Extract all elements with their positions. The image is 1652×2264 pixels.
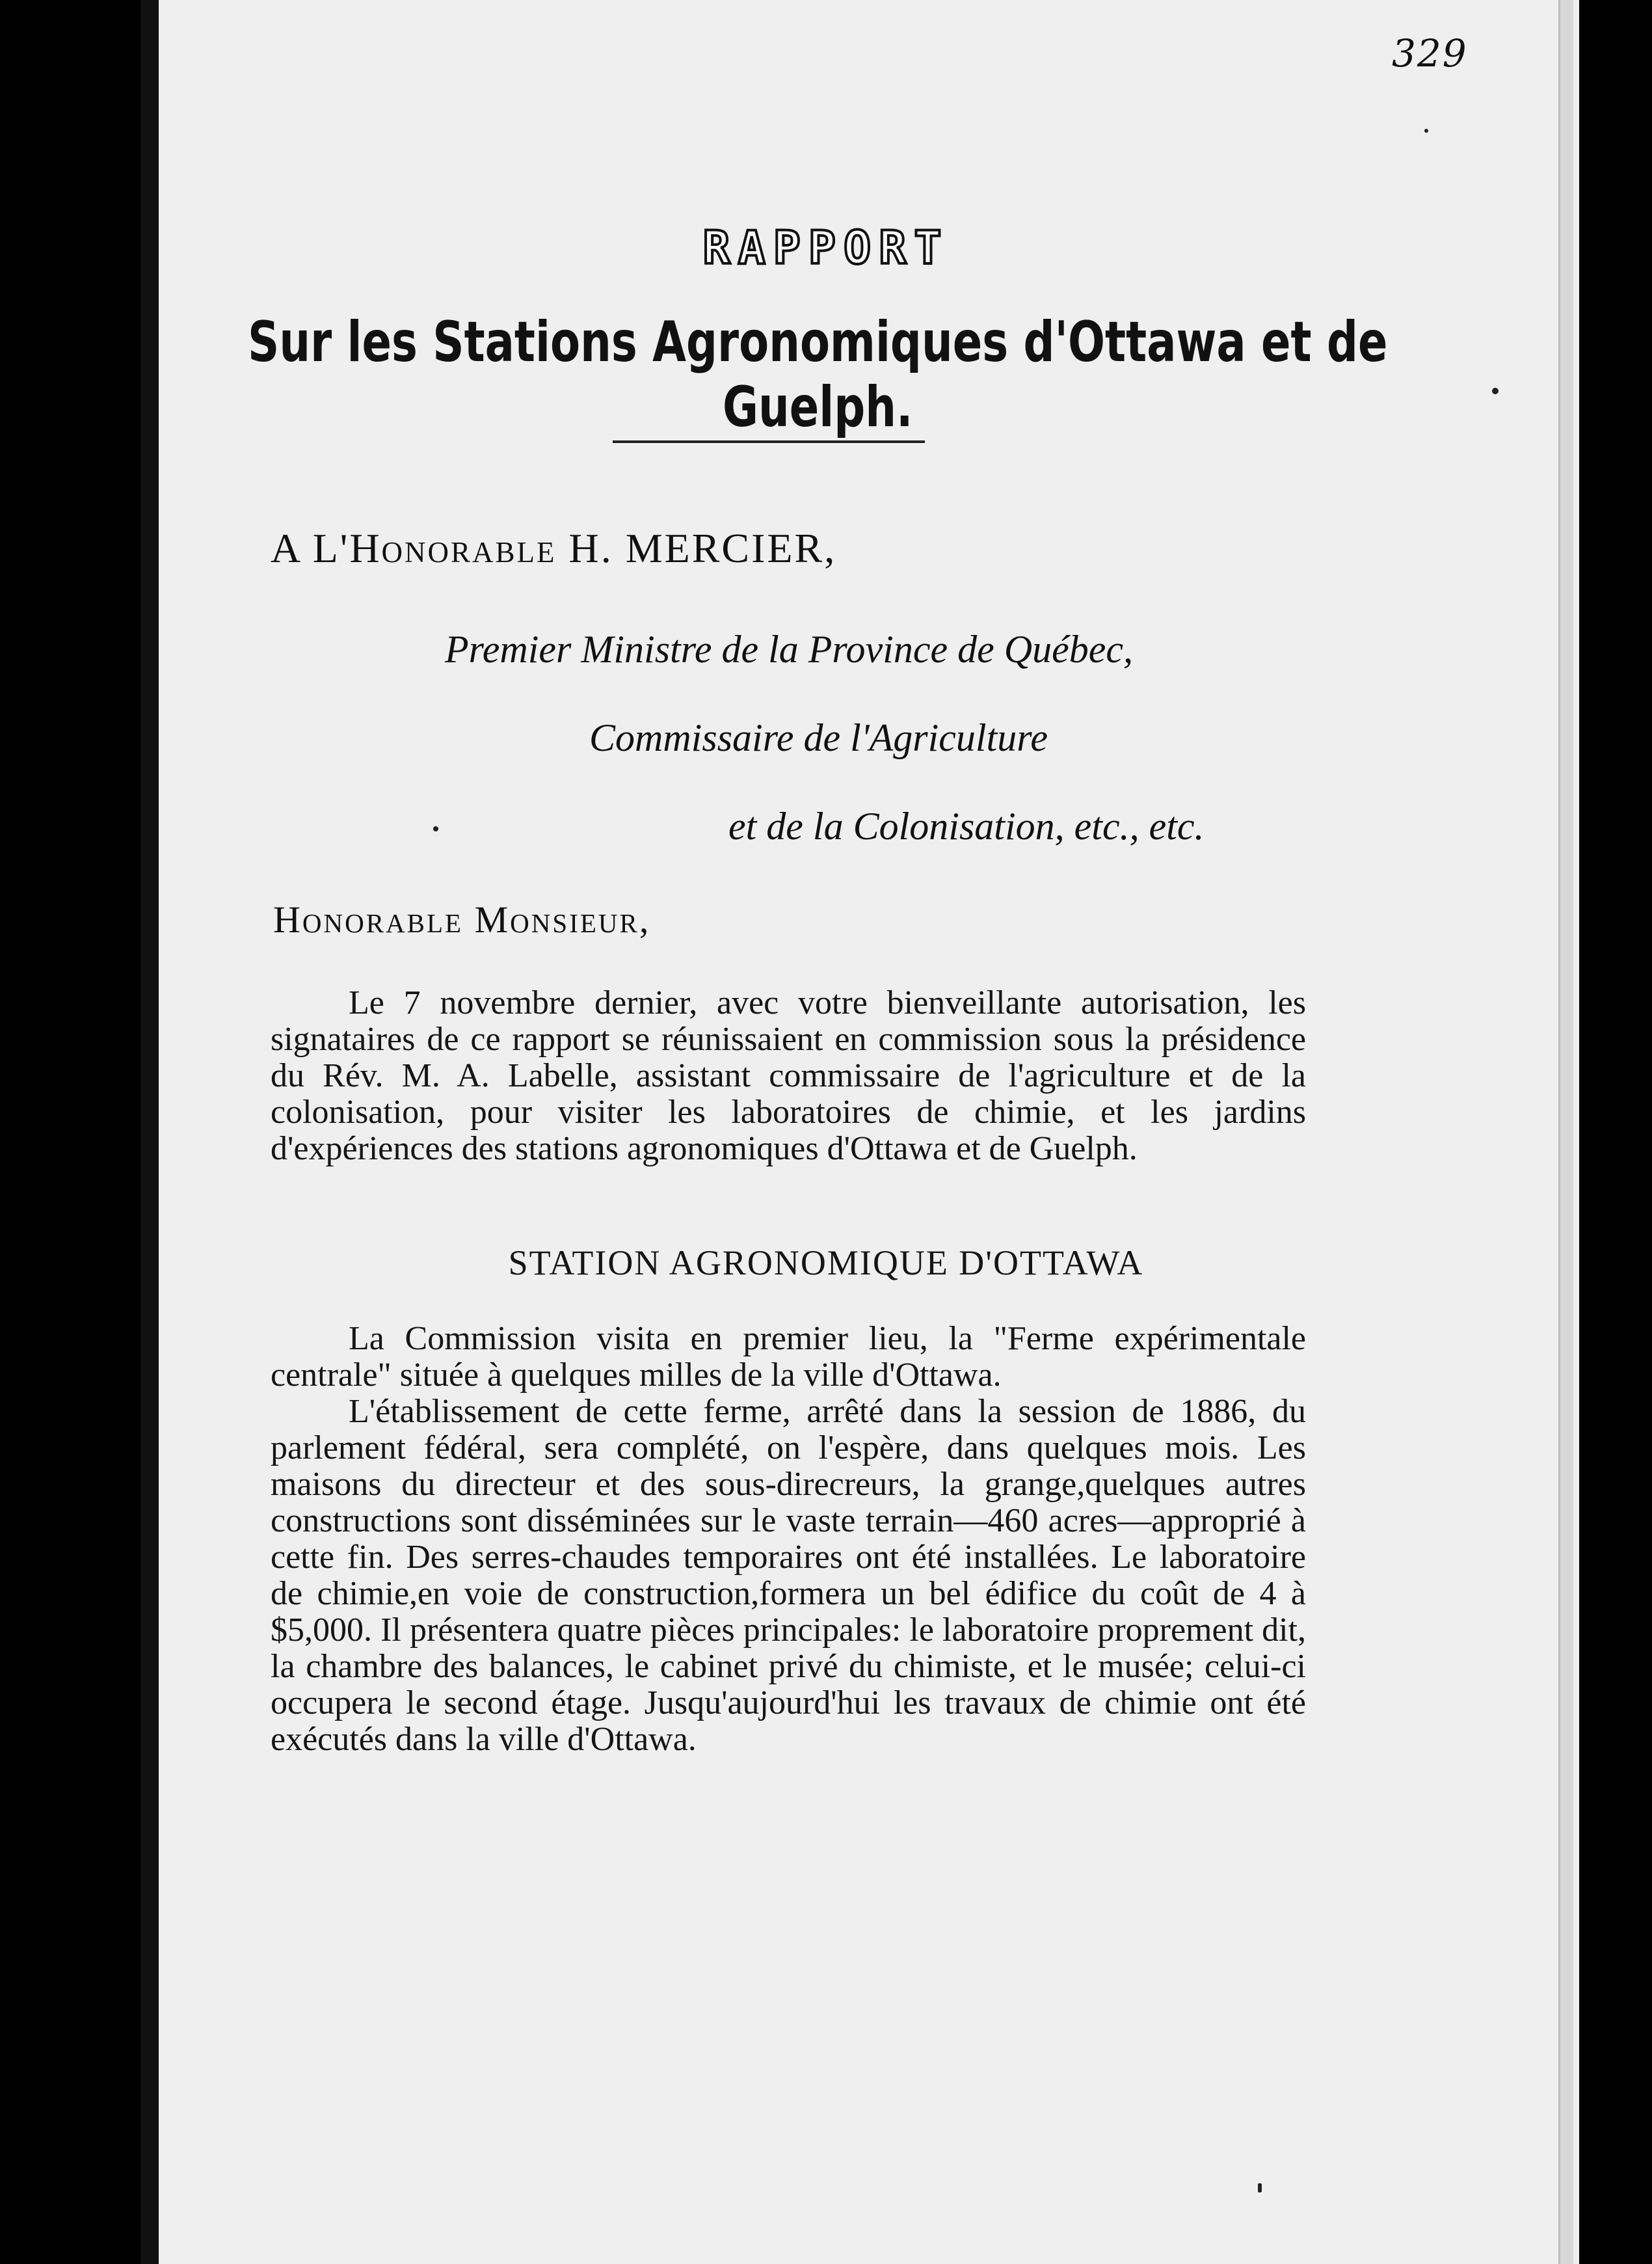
ink-speck	[1492, 388, 1499, 394]
rapport-heading: RAPPORT	[702, 221, 950, 275]
title-divider	[613, 440, 925, 443]
ink-speck	[433, 826, 438, 831]
page-number: 329	[1392, 31, 1468, 75]
body-paragraph-2: La Commission visita en premier lieu, la "Ferme expérimentale centrale" située à quelques milles de la ville d'Ottawa.	[271, 1320, 1306, 1394]
body-paragraph-1: Le 7 novembre dernier, avec votre bienveillante autorisation, les signataires de ce rapport se réunissaient en commission sous la présidence du Rév. M. A. Labelle, assistant commissaire de l'agriculture et de la colonisation, pour visiter les laboratoires de chimie, et les jardins d'expériences des stations agronomiques d'Ottawa et de Guelph.	[271, 984, 1306, 1167]
salutation: Honorable Monsieur,	[273, 898, 651, 941]
page-right-edge	[1558, 0, 1573, 2264]
ink-speck	[1258, 2183, 1262, 2192]
body-paragraph-3: L'établissement de cette ferme, arrêté dans la session de 1886, du parlement fédéral, sera complété, on l'espère, dans quelques mois. Les maisons du directeur et des sous-direcreurs, la grange,quelques autres constructions sont disséminées sur le vaste terrain—460 acres—approprié à cette fin. Des serres-chaudes temporaires ont été installées. Le laboratoire de chimie,en voie de construction,formera un bel édifice du coût de 4 à $5,000. Il présentera quatre pièces principales: le laboratoire proprement dit, la chambre des balances, le cabinet privé du chimiste, et le musée; celui-ci occupera le second étage. Jusqu'aujourd'hui les travaux de chimie ont été exécutés dans la ville d'Ottawa.	[271, 1393, 1306, 1758]
section-heading: STATION AGRONOMIQUE D'OTTAWA	[508, 1243, 1144, 1282]
addressee-title-line-3: et de la Colonisation, etc., etc.	[728, 805, 1205, 848]
document-title: Sur les Stations Agronomiques d'Ottawa et de Guelph.	[248, 310, 1388, 440]
ink-speck	[1424, 129, 1428, 133]
addressee-title-line-1: Premier Ministre de la Province de Québec,	[445, 628, 1133, 671]
binding-edge	[140, 0, 159, 2264]
addressee-title-line-2: Commissaire de l'Agriculture	[589, 716, 1048, 759]
addressee: A L'Honorable H. MERCIER,	[271, 525, 837, 571]
